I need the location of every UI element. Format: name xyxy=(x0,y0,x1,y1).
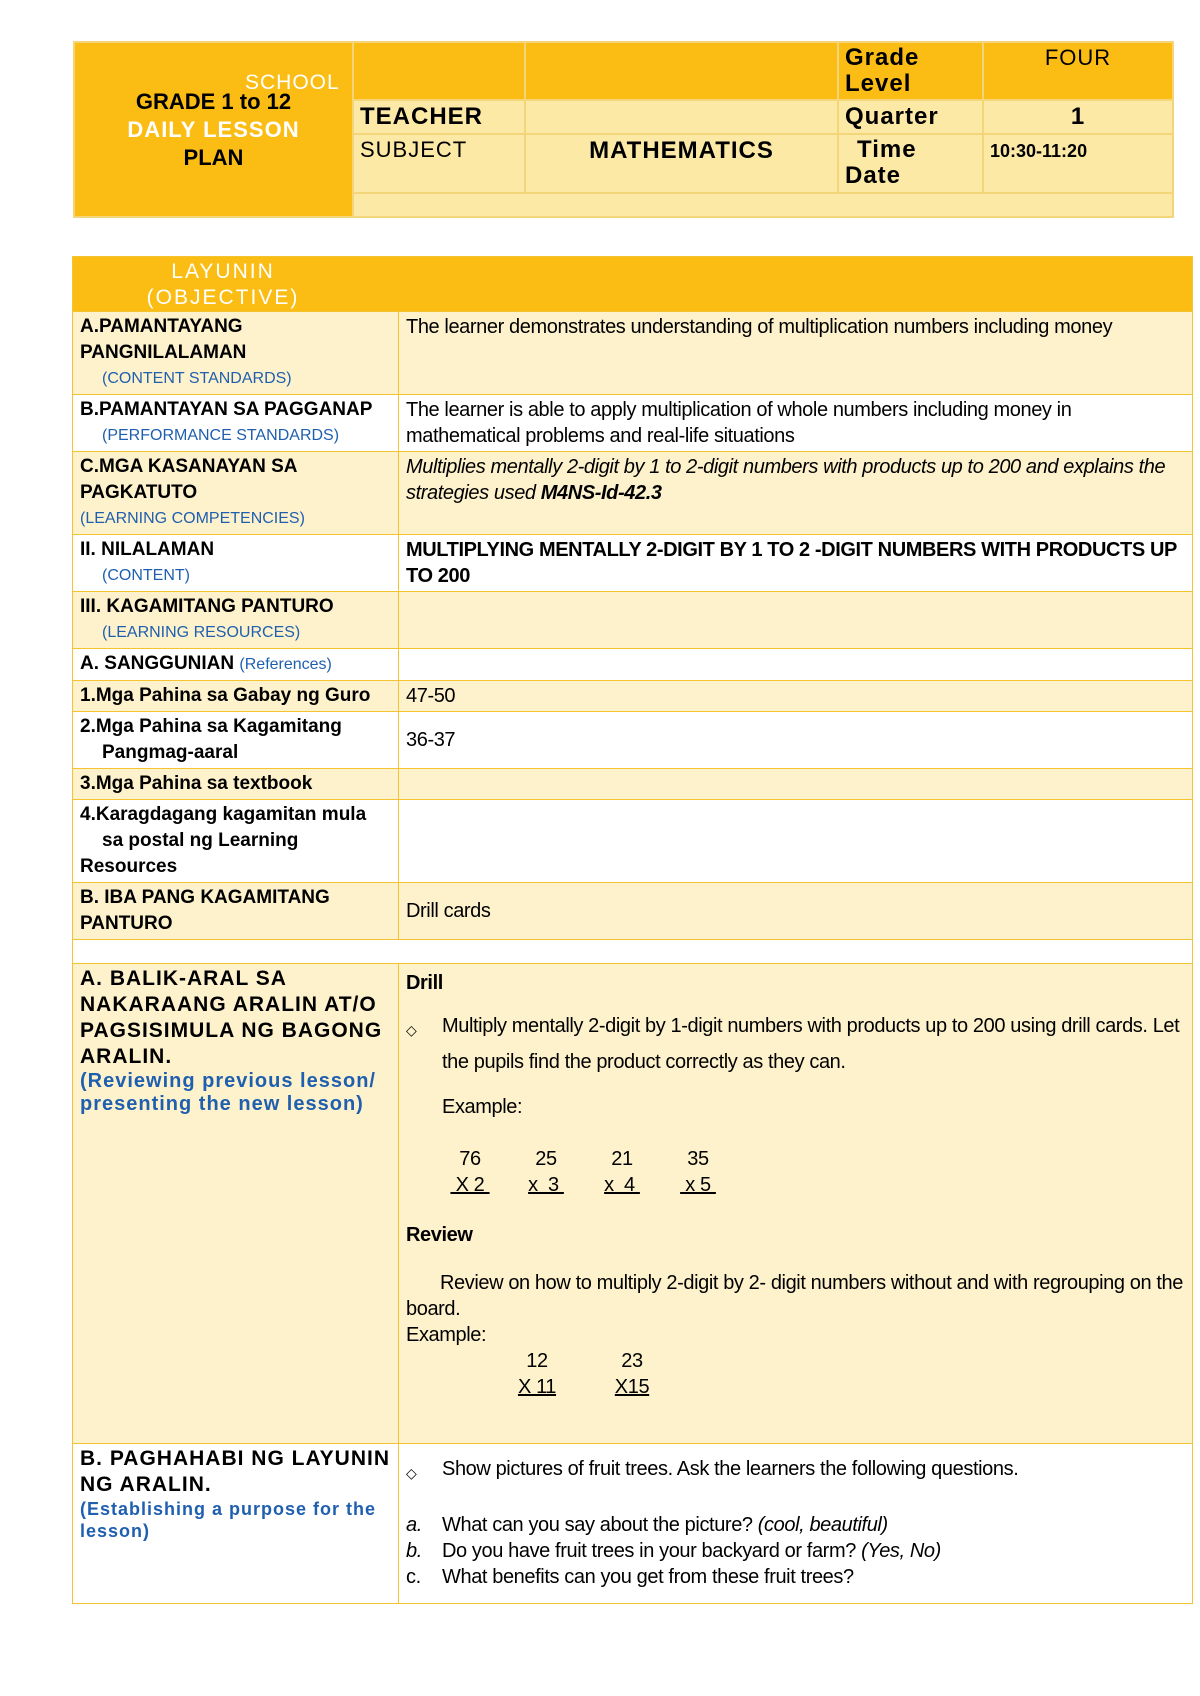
question-list xyxy=(406,1512,1185,1590)
drill-example-label: Example: xyxy=(442,1096,523,1118)
diamond-bullet-icon: ◇ xyxy=(406,1465,417,1481)
drill-text: Multiply mentally 2-digit by 1-digit numbers with products up to 200 using drill cards. Let the pupils find the product correctly as they can. xyxy=(442,1015,1180,1073)
school-value-cell-2 xyxy=(525,42,838,100)
teacher-guide-row xyxy=(73,681,1193,712)
diamond-bullet-icon: ◇ xyxy=(406,1022,417,1038)
date-label: Date xyxy=(845,162,902,189)
content-value: MULTIPLYING MENTALLY 2-DIGIT BY 1 TO 2 -DIGIT NUMBERS WITH PRODUCTS UP TO 200 xyxy=(399,535,1193,592)
teacher-guide-value: 47-50 xyxy=(399,681,1193,712)
objective-subtitle: (OBJECTIVE) xyxy=(146,286,300,309)
question-text: What benefits can you get from these fruit trees? xyxy=(442,1566,854,1588)
content-standards-value: The learner demonstrates understanding of multiplication numbers including money xyxy=(399,312,1193,395)
learning-resources-value xyxy=(399,592,1193,649)
learning-resources-sub: (LEARNING RESOURCES) xyxy=(102,624,301,641)
additional-materials-label-2: sa postal ng Learning xyxy=(102,830,299,851)
references-row xyxy=(73,649,1193,681)
review-text: Review on how to multiply 2-digit by 2- digit numbers without and with regrouping on the board. xyxy=(406,1272,1183,1320)
content-standards-row xyxy=(73,312,1193,395)
list-item xyxy=(406,1538,1185,1564)
question-text: Do you have fruit trees in your backyard or farm? xyxy=(442,1540,862,1562)
lesson-plan-header xyxy=(73,41,1172,213)
drill-top: 35 xyxy=(687,1148,709,1170)
drill-example-bottoms xyxy=(406,1172,1185,1198)
references-value xyxy=(399,649,1193,681)
time-label: Time xyxy=(857,136,917,163)
purpose-intro: Show pictures of fruit trees. Ask the learners the following questions. xyxy=(442,1458,1019,1480)
purpose-label: B. PAGHAHABI NG LAYUNIN NG ARALIN. xyxy=(80,1447,391,1496)
learning-competencies-label: C.MGA KASANAYAN SA PAGKATUTO xyxy=(80,456,297,503)
purpose-sub: (Establishing a purpose for the lesson) xyxy=(80,1499,377,1541)
review-top: 23 xyxy=(621,1350,643,1372)
school-value-cell xyxy=(353,42,525,100)
title-line-2: DAILY LESSON xyxy=(127,116,300,142)
grade-level-value: FOUR xyxy=(983,42,1173,100)
drill-bottom: x 4 xyxy=(604,1174,640,1196)
performance-standards-value: The learner is able to apply multiplication of whole numbers including money in mathematical problems and real-life situations xyxy=(399,395,1193,452)
question-key: c. xyxy=(406,1566,421,1588)
content-sub: (CONTENT) xyxy=(102,567,190,584)
review-example-label: Example: xyxy=(406,1324,487,1346)
drill-bottom: x 3 xyxy=(528,1174,564,1196)
question-text: What can you say about the picture? xyxy=(442,1514,758,1536)
learner-materials-label-1: 2.Mga Pahina sa Kagamitang xyxy=(80,716,342,737)
drill-example-tops xyxy=(406,1146,1185,1172)
question-key: b. xyxy=(406,1540,422,1562)
learning-competencies-row xyxy=(73,452,1193,535)
learning-competencies-sub: (LEARNING COMPETENCIES) xyxy=(80,510,305,527)
performance-standards-row xyxy=(73,395,1193,452)
additional-materials-row xyxy=(73,800,1193,883)
quarter-value: 1 xyxy=(983,100,1173,134)
header-footer-row xyxy=(353,193,1173,217)
competency-code: M4NS-Id-42.3 xyxy=(540,482,662,504)
purpose-row xyxy=(73,1444,1193,1604)
list-item xyxy=(406,1564,1185,1590)
question-answer: (cool, beautiful) xyxy=(757,1514,888,1536)
review-row xyxy=(73,964,1193,1444)
other-materials-value: Drill cards xyxy=(399,883,1193,940)
additional-materials-value xyxy=(399,800,1193,883)
review-label: A. BALIK-ARAL SA NAKARAANG ARALIN AT/O PAGSISIMULA NG BAGONG ARALIN. xyxy=(80,967,383,1068)
performance-standards-label: B.PAMANTAYAN SA PAGGANAP xyxy=(80,399,373,420)
review-bottom: X15 xyxy=(614,1376,650,1398)
objective-header-row xyxy=(73,257,1193,312)
header-title xyxy=(74,42,353,217)
drill-title: Drill xyxy=(406,972,443,994)
drill-bottom: X 2 xyxy=(450,1174,490,1196)
question-key: a. xyxy=(406,1514,422,1536)
review-example-bottoms xyxy=(406,1374,1185,1400)
references-label: A. SANGGUNIAN xyxy=(80,653,235,674)
review-bottom: X 11 xyxy=(517,1376,557,1398)
performance-standards-sub: (PERFORMANCE STANDARDS) xyxy=(102,427,340,444)
time-value: 10:30-11:20 xyxy=(983,134,1173,193)
review-sub: (Reviewing previous lesson/ presenting the new lesson) xyxy=(80,1070,376,1115)
other-materials-row xyxy=(73,883,1193,940)
textbook-row xyxy=(73,769,1193,800)
textbook-value xyxy=(399,769,1193,800)
additional-materials-label-3: Resources xyxy=(80,856,178,877)
teacher-label: TEACHER xyxy=(353,100,525,134)
review-top: 12 xyxy=(526,1350,548,1372)
subject-value: MATHEMATICS xyxy=(525,134,838,193)
objective-title: LAYUNIN xyxy=(171,260,275,283)
lesson-plan-body xyxy=(72,256,1192,1604)
references-sub: (References) xyxy=(239,656,332,673)
review-title: Review xyxy=(406,1224,473,1246)
title-line-1: GRADE 1 to 12 xyxy=(135,88,292,114)
content-standards-label: A.PAMANTAYANG PANGNILALAMAN xyxy=(80,316,247,363)
spacer-row xyxy=(73,940,1193,964)
learning-competencies-value: Multiplies mentally 2-digit by 1 to 2-digit numbers with products up to 200 and explains the strategies used xyxy=(406,456,1166,504)
review-example-tops xyxy=(406,1348,1185,1374)
drill-bottom: x 5 xyxy=(680,1174,716,1196)
drill-top: 25 xyxy=(535,1148,557,1170)
question-answer: (Yes, No) xyxy=(861,1540,941,1562)
content-standards-sub: (CONTENT STANDARDS) xyxy=(102,370,292,387)
textbook-label: 3.Mga Pahina sa textbook xyxy=(73,769,399,800)
learning-resources-row xyxy=(73,592,1193,649)
content-label: II. NILALAMAN xyxy=(80,539,215,560)
content-row xyxy=(73,535,1193,592)
learner-materials-label-2: Pangmag-aaral xyxy=(102,742,239,763)
drill-top: 76 xyxy=(459,1148,481,1170)
learner-materials-value: 36-37 xyxy=(399,712,1193,769)
additional-materials-label-1: 4.Karagdagang kagamitan mula xyxy=(80,804,367,825)
school-label: SCHOOL xyxy=(245,71,340,94)
teacher-value xyxy=(525,100,838,134)
drill-top: 21 xyxy=(611,1148,633,1170)
learning-resources-label: III. KAGAMITANG PANTURO xyxy=(80,596,334,617)
subject-label: SUBJECT xyxy=(353,134,525,193)
title-line-3: PLAN xyxy=(183,144,244,170)
grade-level-label: Grade Level xyxy=(838,42,983,100)
learner-materials-row xyxy=(73,712,1193,769)
other-materials-label: B. IBA PANG KAGAMITANG PANTURO xyxy=(73,883,399,940)
quarter-label: Quarter xyxy=(838,100,983,134)
list-item xyxy=(406,1512,1185,1538)
teacher-guide-label: 1.Mga Pahina sa Gabay ng Guro xyxy=(73,681,399,712)
